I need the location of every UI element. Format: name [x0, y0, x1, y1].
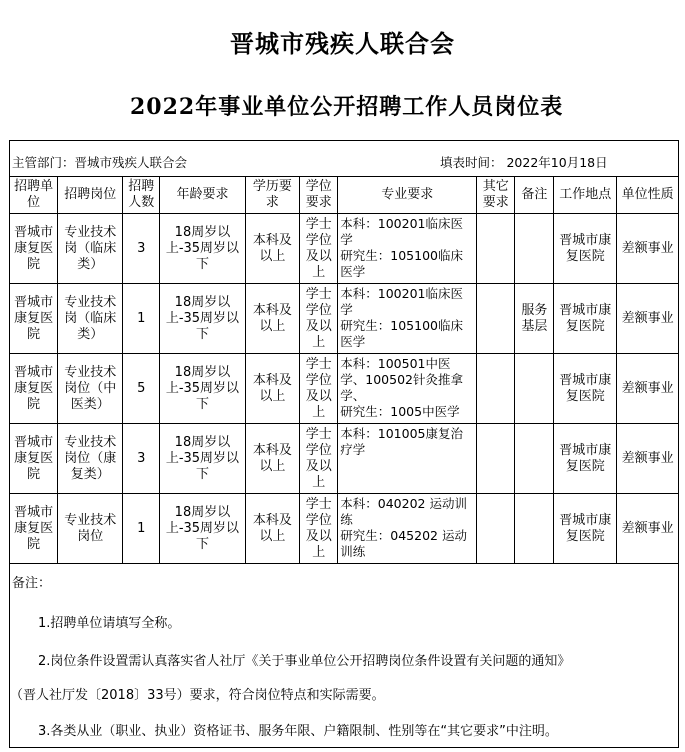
- note-item: 3.各类从业（职业、执业）资格证书、服务年限、户籍限制、性别等在“其它要求”中注明。: [38, 724, 558, 739]
- cell-unit: 晋城市康复医院: [10, 424, 58, 494]
- cell-education: 本科及以上: [245, 424, 300, 494]
- cell-other: [477, 424, 515, 494]
- note-item: 2.岗位条件设置需认真落实省人社厅《关于事业单位公开招聘岗位条件设置有关问题的通知》: [38, 654, 571, 669]
- cell-education: 本科及以上: [245, 214, 300, 284]
- header-unit: 招聘单位: [10, 177, 58, 214]
- cell-education: 本科及以上: [245, 284, 300, 354]
- date-label: 填表时间： 2022年10月18日: [440, 155, 608, 170]
- cell-unit: 晋城市康复医院: [10, 284, 58, 354]
- cell-count: 1: [123, 494, 160, 564]
- table-body: [10, 214, 679, 564]
- cell-age: 18周岁以上-35周岁以下: [160, 214, 245, 284]
- cell-major: 本科：100201临床医学 研究生：105100临床医学: [338, 214, 477, 284]
- cell-post: 专业技术岗（临床类）: [58, 214, 123, 284]
- cell-degree: 学士学位及以上: [300, 214, 338, 284]
- cell-other: [477, 354, 515, 424]
- cell-major: 本科：100501中医学、100502针灸推拿学、 研究生：1005中医学: [338, 354, 477, 424]
- header-major: 专业要求: [338, 177, 477, 214]
- notes-label: 备注：: [12, 576, 52, 591]
- cell-other: [477, 214, 515, 284]
- cell-location: 晋城市康复医院: [554, 424, 617, 494]
- cell-major: 本科：101005康复治疗学: [338, 424, 477, 494]
- department-label: 主管部门：晋城市残疾人联合会: [12, 155, 188, 170]
- cell-major: 本科：040202 运动训练 研究生：045202 运动训练: [338, 494, 477, 564]
- cell-count: 1: [123, 284, 160, 354]
- cell-count: 5: [123, 354, 160, 424]
- cell-degree: 学士学位及以上: [300, 494, 338, 564]
- note-item: （晋人社厅发〔2018〕33号）要求，符合岗位特点和实际需要。: [10, 688, 385, 703]
- cell-remark: [515, 494, 554, 564]
- cell-nature: 差额事业: [617, 354, 679, 424]
- cell-count: 3: [123, 214, 160, 284]
- header-education: 学历要求: [245, 177, 300, 214]
- cell-remark: [515, 354, 554, 424]
- header-nature: 单位性质: [617, 177, 679, 214]
- cell-remark: 服务基层: [515, 284, 554, 354]
- cell-remark: [515, 424, 554, 494]
- cell-age: 18周岁以上-35周岁以下: [160, 354, 245, 424]
- header-other: 其它要求: [477, 177, 515, 214]
- header-location: 工作地点: [554, 177, 617, 214]
- cell-major: 本科：100201临床医学 研究生：105100临床医学: [338, 284, 477, 354]
- cell-nature: 差额事业: [617, 284, 679, 354]
- header-age: 年龄要求: [160, 177, 245, 214]
- cell-other: [477, 284, 515, 354]
- note-item: 1.招聘单位请填写全称。: [38, 616, 181, 631]
- page-subtitle: 2022年事业单位公开招聘工作人员岗位表: [130, 94, 564, 120]
- cell-remark: [515, 214, 554, 284]
- cell-degree: 学士学位及以上: [300, 424, 338, 494]
- cell-post: 专业技术岗（临床类）: [58, 284, 123, 354]
- table-row: [10, 494, 679, 564]
- positions-table: [9, 176, 679, 564]
- table-header-row: [10, 177, 679, 214]
- header-remark: 备注: [515, 177, 554, 214]
- cell-unit: 晋城市康复医院: [10, 494, 58, 564]
- cell-education: 本科及以上: [245, 494, 300, 564]
- cell-education: 本科及以上: [245, 354, 300, 424]
- cell-post: 专业技术岗位（中医类）: [58, 354, 123, 424]
- cell-age: 18周岁以上-35周岁以下: [160, 424, 245, 494]
- cell-age: 18周岁以上-35周岁以下: [160, 494, 245, 564]
- cell-degree: 学士学位及以上: [300, 354, 338, 424]
- table-row: [10, 214, 679, 284]
- cell-other: [477, 494, 515, 564]
- header-degree: 学位要求: [300, 177, 338, 214]
- cell-location: 晋城市康复医院: [554, 214, 617, 284]
- cell-location: 晋城市康复医院: [554, 354, 617, 424]
- table-row: [10, 354, 679, 424]
- cell-post: 专业技术岗位（康复类）: [58, 424, 123, 494]
- cell-age: 18周岁以上-35周岁以下: [160, 284, 245, 354]
- cell-unit: 晋城市康复医院: [10, 214, 58, 284]
- cell-post: 专业技术岗位: [58, 494, 123, 564]
- cell-nature: 差额事业: [617, 424, 679, 494]
- cell-nature: 差额事业: [617, 494, 679, 564]
- table-row: [10, 424, 679, 494]
- header-count: 招聘人数: [123, 177, 160, 214]
- table-row: [10, 284, 679, 354]
- meta-row: [10, 150, 678, 172]
- cell-degree: 学士学位及以上: [300, 284, 338, 354]
- cell-count: 3: [123, 424, 160, 494]
- cell-location: 晋城市康复医院: [554, 494, 617, 564]
- header-post: 招聘岗位: [58, 177, 123, 214]
- cell-location: 晋城市康复医院: [554, 284, 617, 354]
- cell-nature: 差额事业: [617, 214, 679, 284]
- page-title: 晋城市残疾人联合会: [230, 29, 455, 58]
- cell-unit: 晋城市康复医院: [10, 354, 58, 424]
